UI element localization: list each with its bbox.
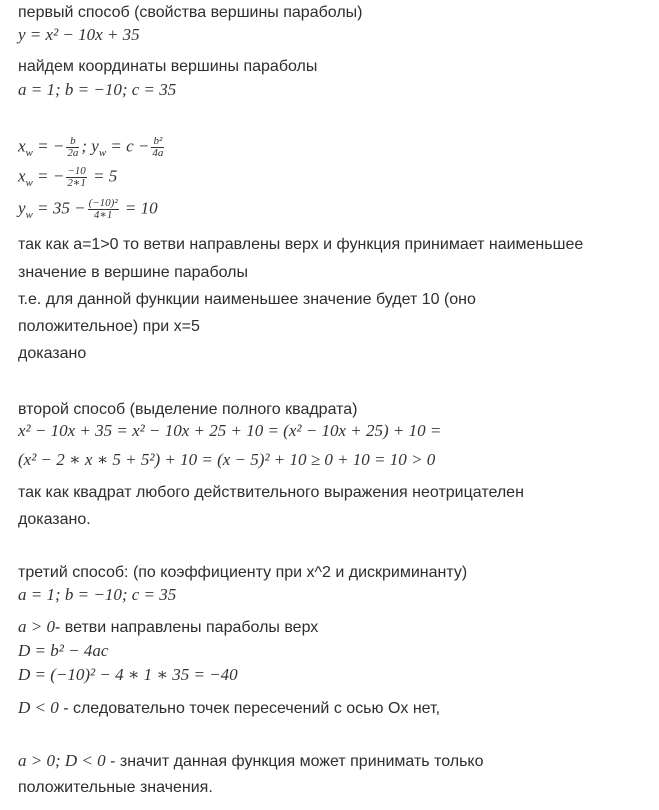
method1-coefficients: a = 1; b = −10; c = 35 <box>18 80 177 99</box>
method2-line-2: (x² − 2 ∗ x ∗ 5 + 5²) + 10 = (x − 5)² + 10 ≥ 0 + 10 = 10 > 0 <box>18 450 436 469</box>
method1-explanation-2: значение в вершине параболы <box>18 264 248 281</box>
method3-coefficients: a = 1; b = −10; c = 35 <box>18 585 177 604</box>
method1-explanation-3: т.е. для данной функции наименьшее значение будет 10 (оно <box>18 291 476 308</box>
yw-calc-fraction: $\frac{\text{(−10)²}}{4∗1}$ <box>88 197 118 221</box>
method3-discriminant-calc: D = (−10)² − 4 ∗ 1 ∗ 35 = −40 <box>18 665 238 684</box>
method1-explanation-4: положительное) при x=5 <box>18 318 200 335</box>
method3-a-positive: a > 0- ветви направлены параболы верх <box>18 617 319 636</box>
method3-heading: третий способ: (по коэффициенту при x^2 и дискриминанту) <box>18 564 468 581</box>
method1-explanation-1: так как a=1>0 то ветви направлены верх и функция принимает наименьшее <box>18 236 584 253</box>
method2-heading: второй способ (выделение полного квадрата) <box>18 401 358 418</box>
method1-find-vertex: найдем координаты вершины параболы <box>18 58 318 75</box>
method2-proved: доказано. <box>18 511 91 528</box>
method3-discriminant-formula: D = b² − 4ac <box>18 641 109 660</box>
method1-heading: первый способ (свойства вершины параболы) <box>18 4 363 21</box>
yw-calculation: $y_w = 35$ − $\frac{\text{(−10)²}}{4∗1}$ = 10 <box>18 197 158 221</box>
method2-explanation: так как квадрат любого действительного выражения неотрицателен <box>18 484 524 501</box>
vertex-formula: $x_w$ = − $\frac{b}{2a}$ ; $y_w = c$ − $\frac{\text{b²}}{4a}$ <box>18 135 164 159</box>
xw-fraction: $\frac{b}{2a}$ <box>67 135 79 159</box>
method3-conclusion-1: a > 0; D < 0 - значит данная функция может принимать только <box>18 751 484 770</box>
xw-calculation: $x_w$ = − $\frac{-10}{2∗1}$ = 5 <box>18 165 118 189</box>
method3-d-negative: D < 0 - следовательно точек пересечений с осью Ox нет, <box>18 698 441 717</box>
method1-function: y = x² − 10x + 35 <box>18 25 140 44</box>
method3-conclusion-2: положительные значения. <box>18 779 213 796</box>
xw-calc-fraction: $\frac{-10}{2∗1}$ <box>67 165 86 189</box>
method1-proved: доказано <box>18 345 87 362</box>
yw-fraction: $\frac{\text{b²}}{4a}$ <box>152 135 164 159</box>
method2-line-1: x² − 10x + 35 = x² − 10x + 25 + 10 = (x² − 10x + 25) + 10 = <box>18 421 442 440</box>
